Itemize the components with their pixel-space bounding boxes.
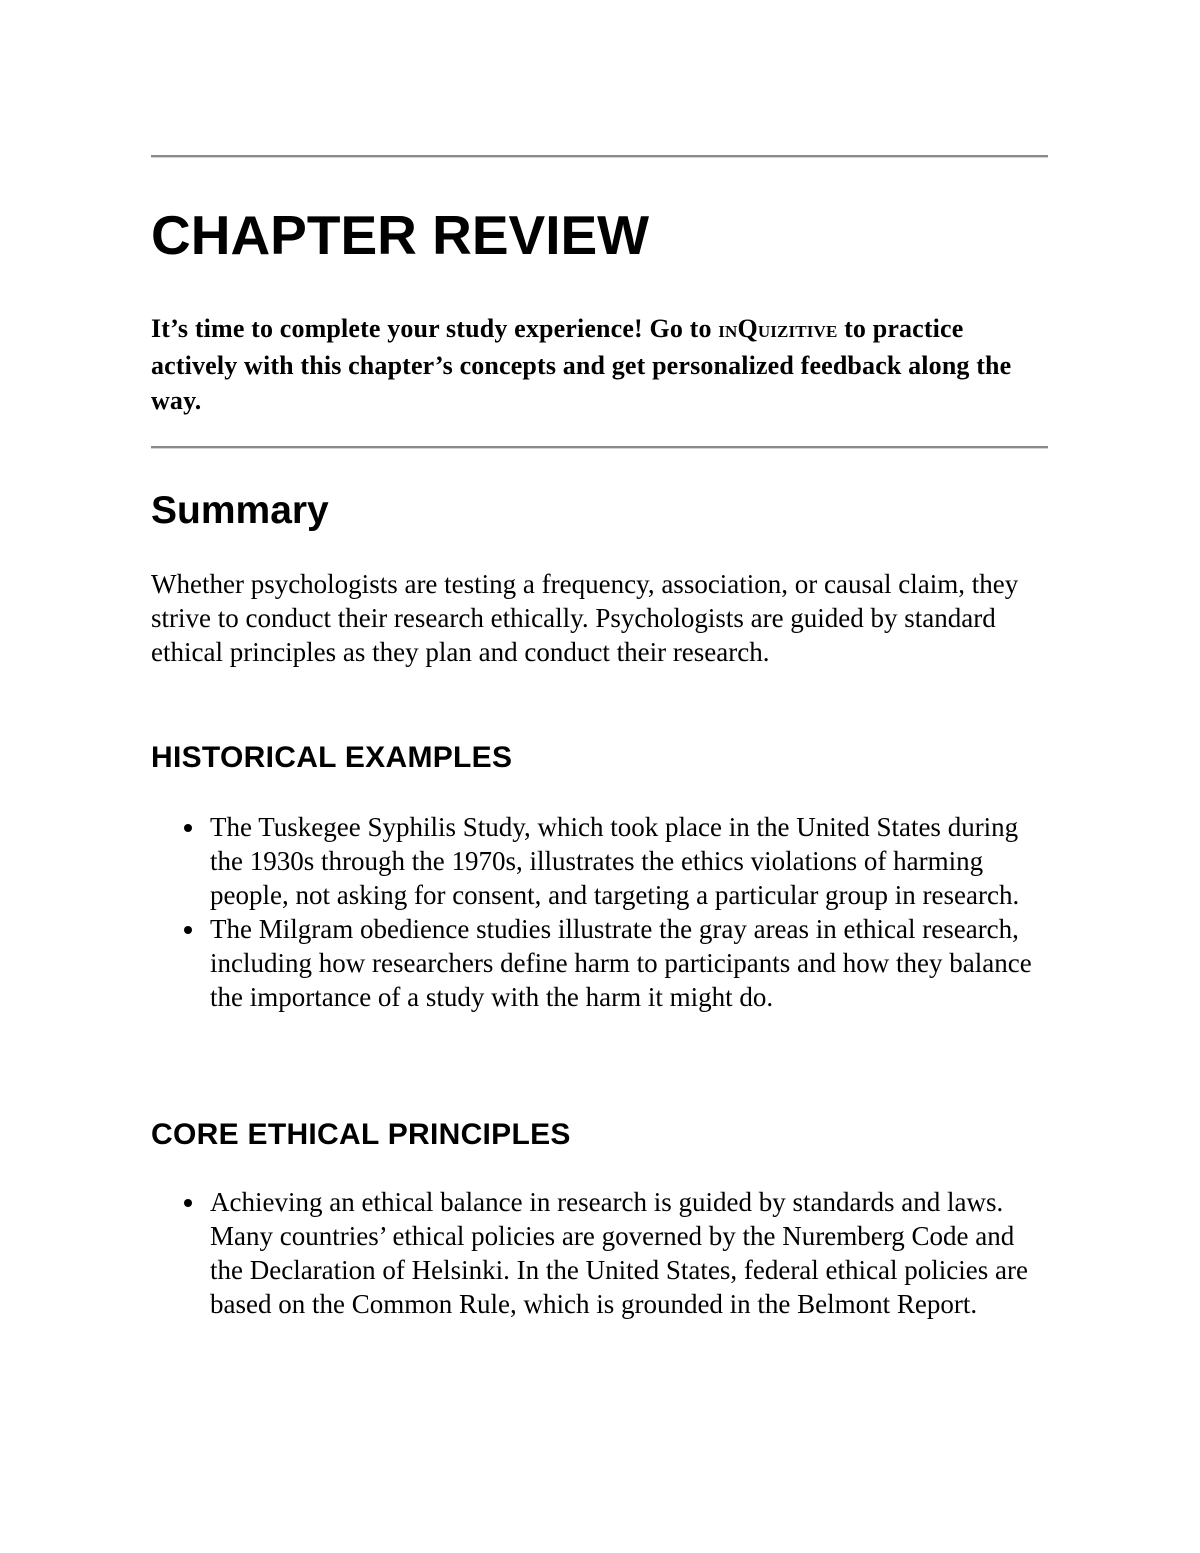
bullet-icon [184,824,192,832]
middle-divider [151,446,1048,449]
historical-examples-heading: HISTORICAL EXAMPLES [151,741,513,774]
summary-heading: Summary [151,489,329,532]
list-item-text: The Tuskegee Syphilis Study, which took place in the United States during the 1930s through the 1970s, illustrates the ethics violations of harming people, not asking for consent, and targeting a particular group in research. [210,812,1020,910]
chapter-title: CHAPTER REVIEW [151,204,650,266]
list-item-text: The Milgram obedience studies illustrate the gray areas in ethical research, including how researchers define harm to participants and how they balance the importance of a study with the harm it might do. [210,914,1032,1012]
list-item [151,1185,1048,1321]
list-item [151,810,1048,912]
list-item-text: Achieving an ethical balance in research is guided by standards and laws. Many countries’ ethical policies are governed by the Nuremberg Code and the Declaration of Helsinki. In the United States, federal ethical policies are based on the Common Rule, which is grounded in the Belmont Report. [210,1187,1028,1319]
list-item [151,912,1048,1014]
inquizitive-brand-q: Q [737,314,758,343]
top-divider [151,155,1048,158]
intro-text-end: to practice actively with this chapter’s concepts and get personalized feedback along the way. [151,314,1012,415]
core-ethical-principles-list [151,1185,1048,1321]
inquizitive-brand-rest: uizitive [757,317,838,343]
inquizitive-brand-lead: in [718,317,738,343]
core-ethical-principles-heading: CORE ETHICAL PRINCIPLES [151,1118,571,1151]
historical-examples-list [151,810,1048,1014]
intro-callout [151,311,1048,418]
bullet-icon [184,926,192,934]
intro-text-start: It’s time to complete your study experience! Go to [151,314,719,343]
summary-paragraph: Whether psychologists are testing a frequency, association, or causal claim, they strive to conduct their research ethically. Psychologists are guided by standard ethical principles as they plan and conduct their research. [151,569,1019,667]
bullet-icon [184,1199,192,1207]
